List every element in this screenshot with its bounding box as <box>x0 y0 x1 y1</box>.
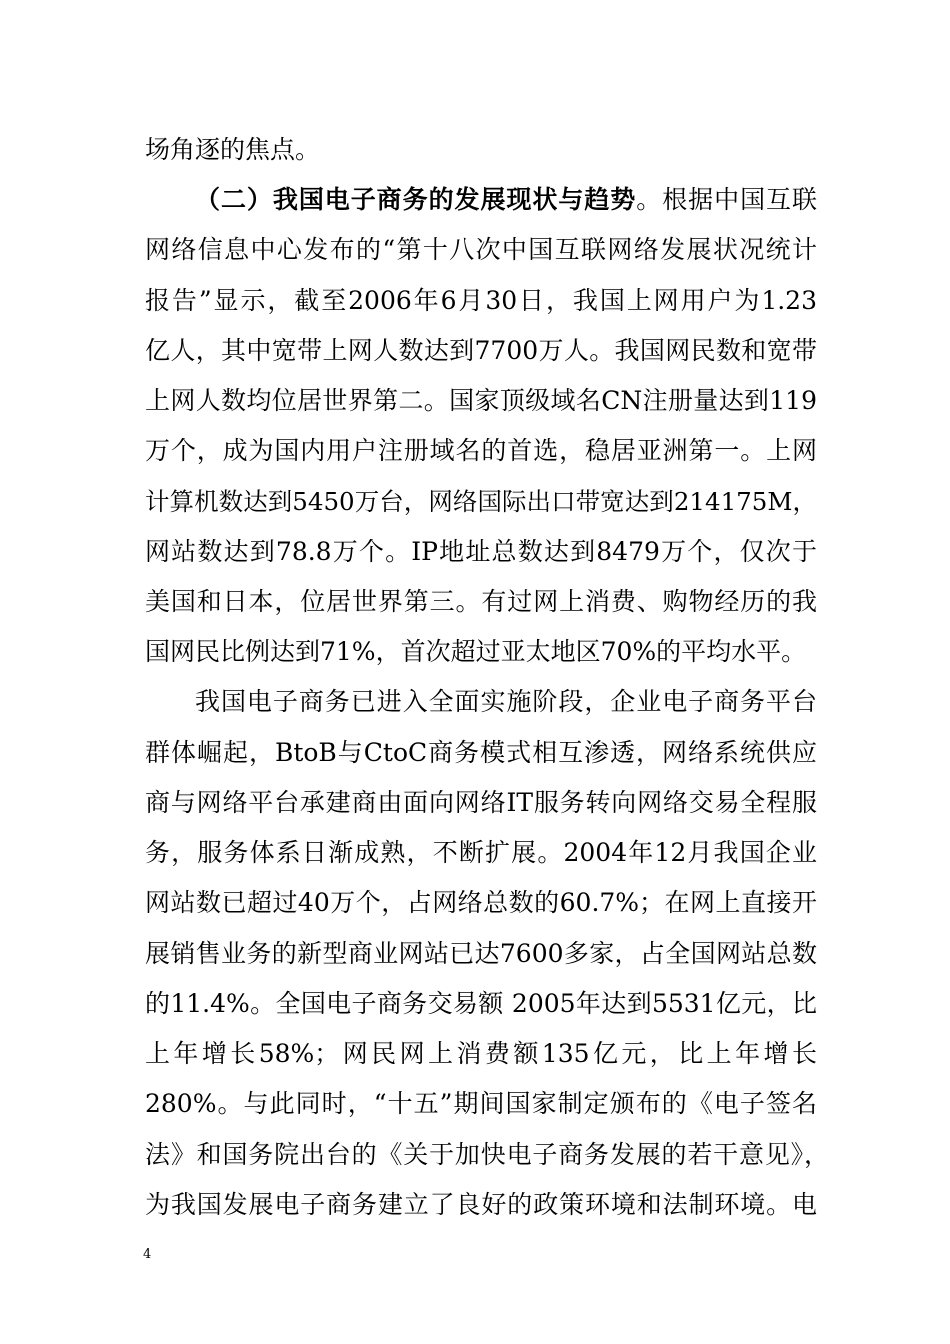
text-line-8: 计算机数达到5450万台，网络国际出口带宽达到214175M， <box>145 487 817 516</box>
text-line-1: 场角逐的焦点。 <box>145 135 321 164</box>
text-line-5: 亿人，其中宽带上网人数达到7700万人。我国网民数和宽带 <box>145 336 817 365</box>
text-line-13: 群体崛起，BtoB与CtoC商务模式相互渗透，网络系统供应 <box>145 738 817 767</box>
section-heading: （二）我国电子商务的发展现状与趋势 <box>195 185 637 214</box>
text-line-17: 展销售业务的新型商业网站已达7600多家，占全国网站总数 <box>145 939 817 968</box>
text-line-12: 我国电子商务已进入全面实施阶段，企业电子商务平台 <box>195 687 817 716</box>
text-line-19: 上年增长58%；网民网上消费额135亿元，比上年增长 <box>145 1039 817 1068</box>
text-line-10: 美国和日本，位居世界第三。有过网上消费、购物经历的我 <box>145 587 817 616</box>
page-number: 4 <box>143 1247 152 1262</box>
text-line-6: 上网人数均位居世界第二。国家顶级域名CN注册量达到119 <box>145 386 817 415</box>
text-line-18: 的11.4%。全国电子商务交易额 2005年达到5531亿元，比 <box>145 989 817 1018</box>
text-line-15: 务，服务体系日渐成熟，不断扩展。2004年12月我国企业 <box>145 838 817 867</box>
text-line-21: 法》和国务院出台的《关于加快电子商务发展的若干意见》， <box>145 1140 829 1169</box>
section-heading-line <box>195 184 817 216</box>
text-line-11: 国网民比例达到71%，首次超过亚太地区70%的平均水平。 <box>145 637 807 666</box>
text-line-22: 为我国发展电子商务建立了良好的政策环境和法制环境。电 <box>145 1190 817 1219</box>
text-line-14: 商与网络平台承建商由面向网络IT服务转向网络交易全程服 <box>145 788 817 817</box>
text-line-7: 万个，成为国内用户注册域名的首选，稳居亚洲第一。上网 <box>145 436 817 465</box>
text-line-9: 网站数达到78.8万个。IP地址总数达到8479万个，仅次于 <box>145 537 817 566</box>
text-line-16: 网站数已超过40万个，占网络总数的60.7%；在网上直接开 <box>145 888 817 917</box>
heading-tail-text: 。根据中国互联 <box>636 185 817 214</box>
text-line-20: 280%。与此同时，“十五”期间国家制定颁布的《电子签名 <box>145 1089 817 1118</box>
text-line-3: 网络信息中心发布的“第十八次中国互联网络发展状况统计 <box>145 235 817 264</box>
text-line-4: 报告”显示，截至2006年6月30日，我国上网用户为1.23 <box>145 286 817 315</box>
